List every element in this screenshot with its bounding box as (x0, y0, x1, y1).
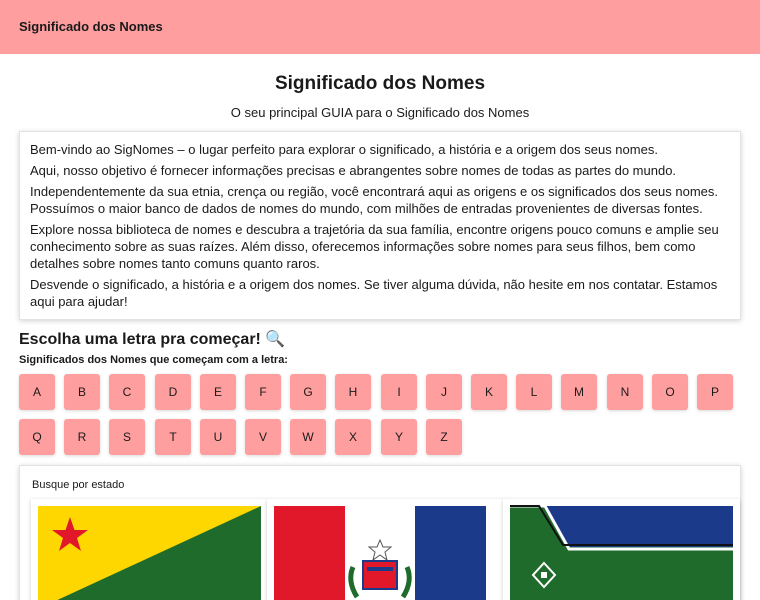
letter-button-g[interactable]: G (290, 374, 326, 410)
letter-button-o[interactable]: O (652, 374, 688, 410)
site-header (0, 0, 760, 54)
intro-paragraph: Independentemente da sua etnia, crença ou região, você encontrará aqui as origens e os significados dos seus nomes. Possuímos o maior banco de dados de nomes do mundo, com milhões de entradas provenientes de diversas fontes. (30, 184, 718, 216)
page-title: Significado dos Nomes (274, 73, 486, 94)
letter-button-k[interactable]: K (471, 374, 507, 410)
letter-button-w[interactable]: W (290, 419, 326, 455)
letter-button-y[interactable]: Y (381, 419, 417, 455)
intro-paragraph: Explore nossa biblioteca de nomes e descubra a trajetória da sua família, encontre origens pouco comuns e amplie seu conhecimento sobre as suas raízes. Além disso, oferecemos informações sobre nomes para seus filhos, bem como detalhes sobre nomes tanto comuns quanto raros. (30, 222, 719, 271)
letter-button-z[interactable]: Z (426, 419, 462, 455)
letter-button-c[interactable]: C (109, 374, 145, 410)
state-card-alagoas[interactable] (267, 499, 504, 600)
letter-button-n[interactable]: N (607, 374, 643, 410)
state-search-card (19, 465, 741, 600)
page-subtitle: O seu principal GUIA para o Significado dos Nomes (230, 105, 530, 120)
letter-button-m[interactable]: M (561, 374, 597, 410)
state-card-acre[interactable] (31, 499, 268, 600)
letter-button-p[interactable]: P (697, 374, 733, 410)
letter-button-s[interactable]: S (109, 419, 145, 455)
letter-button-q[interactable]: Q (19, 419, 55, 455)
intro-paragraph: Bem-vindo ao SigNomes – o lugar perfeito para explorar o significado, a história e a origem dos seus nomes. (30, 142, 658, 157)
letter-button-l[interactable]: L (516, 374, 552, 410)
amapa-flag-icon (503, 499, 740, 600)
brand-link[interactable]: Significado dos Nomes (19, 19, 163, 34)
acre-flag-icon (31, 499, 268, 600)
letter-button-a[interactable]: A (19, 374, 55, 410)
letter-button-r[interactable]: R (64, 419, 100, 455)
intro-paragraph: Aqui, nosso objetivo é fornecer informações precisas e abrangentes sobre nomes de todas as partes do mundo. (30, 163, 677, 178)
letter-button-u[interactable]: U (200, 419, 236, 455)
letter-button-v[interactable]: V (245, 419, 281, 455)
letter-button-h[interactable]: H (335, 374, 371, 410)
letters-heading: Escolha uma letra pra começar! 🔍 (19, 331, 286, 348)
intro-paragraph: Desvende o significado, a história e a origem dos nomes. Se tiver alguma dúvida, não hesite em nos contatar. Estamos aqui para ajudar! (30, 277, 718, 309)
letter-button-e[interactable]: E (200, 374, 236, 410)
letter-button-f[interactable]: F (245, 374, 281, 410)
letter-button-t[interactable]: T (155, 419, 191, 455)
state-card-amapa[interactable] (503, 499, 740, 600)
letter-button-x[interactable]: X (335, 419, 371, 455)
intro-card (19, 131, 741, 320)
letter-button-b[interactable]: B (64, 374, 100, 410)
letter-button-j[interactable]: J (426, 374, 462, 410)
letter-button-i[interactable]: I (381, 374, 417, 410)
letter-button-d[interactable]: D (155, 374, 191, 410)
alagoas-flag-icon (267, 499, 504, 600)
state-search-label: Busque por estado (32, 479, 125, 491)
letters-subheading: Significados dos Nomes que começam com a letra: (19, 354, 288, 366)
